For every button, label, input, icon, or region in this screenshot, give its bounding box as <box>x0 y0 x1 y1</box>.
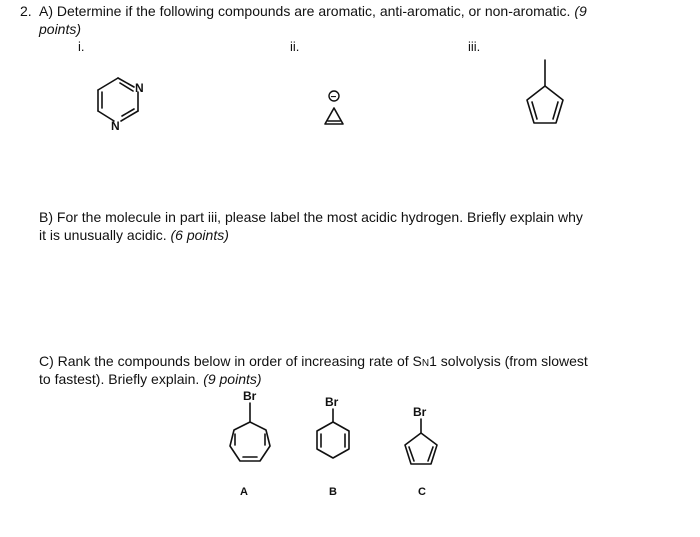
compound-c-br: Br <box>413 405 427 419</box>
compound-b-br: Br <box>325 395 339 409</box>
pyrimidine-n-atom-1: N <box>135 81 144 95</box>
compound-a-label: A <box>240 486 248 498</box>
pyrimidine-structure <box>90 70 160 140</box>
part-b-points: (6 points) <box>170 227 229 243</box>
compound-a-br: Br <box>243 389 257 403</box>
compound-b-structure <box>303 392 363 472</box>
part-c-points: (9 points) <box>203 371 262 387</box>
label-i: i. <box>78 39 85 54</box>
part-b-line2 <box>39 227 229 244</box>
compound-b-label: B <box>329 486 337 498</box>
label-iii: iii. <box>468 39 481 54</box>
part-a-line1 <box>39 3 587 20</box>
negative-charge-sign: − <box>330 92 337 103</box>
compound-a-structure <box>215 386 285 476</box>
part-a-points-2: points) <box>39 21 82 37</box>
compound-c-structure <box>393 402 453 472</box>
compound-c-label: C <box>418 486 426 498</box>
part-b-text: it is unusually acidic. <box>39 227 171 243</box>
part-c-line1 <box>39 353 588 372</box>
cyclopropenyl-anion-structure <box>315 88 355 134</box>
part-c-subscript: N <box>421 358 430 369</box>
pyrimidine-n-atom-2: N <box>111 119 120 133</box>
methylcyclopentadiene-structure <box>515 56 575 136</box>
part-c-text-post: 1 solvolysis (from slowest <box>429 353 588 369</box>
part-a-text: A) Determine if the following compounds are aromatic, anti-aromatic, or non-aromatic. <box>39 3 575 19</box>
part-a-points-1: (9 <box>574 3 587 19</box>
part-c-text-2: to fastest). Briefly explain. <box>39 371 204 387</box>
label-ii: ii. <box>290 39 300 54</box>
question-number: 2. <box>20 3 32 19</box>
part-b-line1: B) For the molecule in part iii, please label the most acidic hydrogen. Briefly explain why <box>39 209 583 225</box>
part-c-text-pre: C) Rank the compounds below in order of increasing rate of S <box>39 353 422 369</box>
